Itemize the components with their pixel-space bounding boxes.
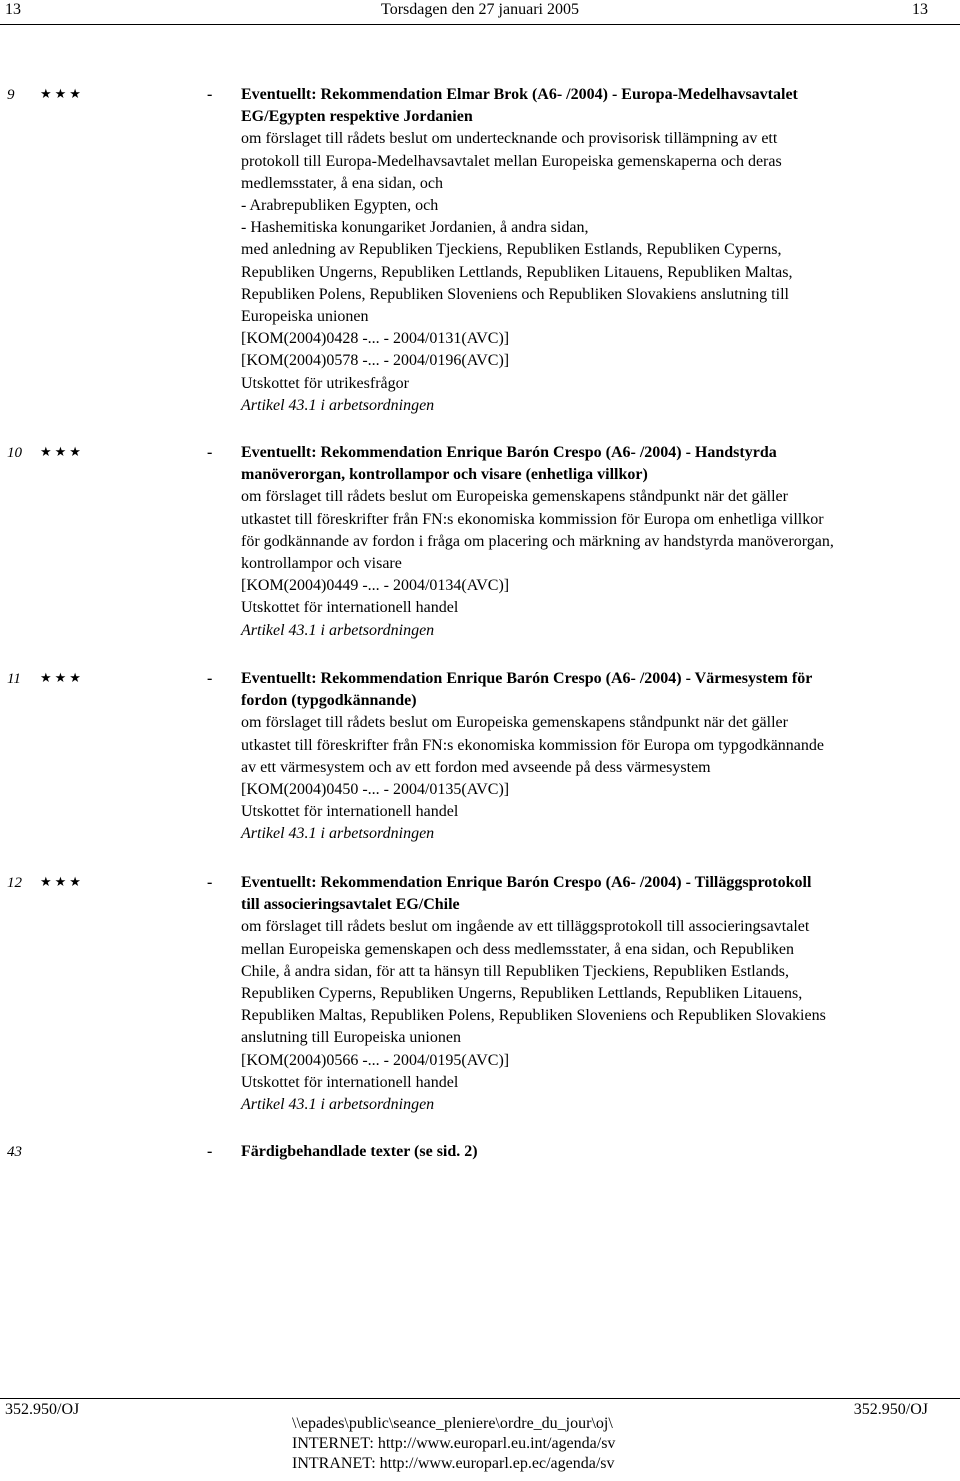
item-text-line: Artikel 43.1 i arbetsordningen	[241, 396, 435, 414]
item-title-line: Eventuellt: Rekommendation Enrique Barón Crespo (A6- /2004) - Tilläggsprotokoll	[241, 874, 812, 891]
item-text-line: protokoll till Europa-Medelhavsavtalet mellan Europeiska gemenskaperna och deras	[241, 152, 782, 170]
item-dash: -	[207, 444, 213, 461]
item-text-line: Artikel 43.1 i arbetsordningen	[241, 621, 435, 639]
item-text-line: Artikel 43.1 i arbetsordningen	[241, 825, 435, 843]
footer-divider	[0, 1398, 960, 1399]
item-text-line: kontrollampor och visare	[241, 555, 402, 573]
page-header	[0, 0, 960, 22]
item-text-line: Utskottet för internationell handel	[241, 1073, 459, 1091]
item-text-line: Artikel 43.1 i arbetsordningen	[241, 1096, 435, 1114]
item-title-line: Eventuellt: Rekommendation Enrique Barón Crespo (A6- /2004) - Handstyrda	[241, 444, 777, 461]
footer-intranet-link[interactable]: INTRANET: http://www.europarl.ep.ec/agenda/sv	[292, 1455, 615, 1472]
item-text-line: Utskottet för internationell handel	[241, 599, 459, 617]
item-title-line: Eventuellt: Rekommendation Elmar Brok (A6- /2004) - Europa-Medelhavsavtalet	[241, 86, 798, 103]
item-number: 9	[7, 87, 15, 103]
item-number: 11	[7, 671, 21, 687]
item-text-line: [KOM(2004)0578 -... - 2004/0196(AVC)]	[241, 352, 510, 370]
item-number: 12	[7, 875, 22, 891]
item-text-line: utkastet till föreskrifter från FN:s ekonomiska kommission för Europa om typgodkännande	[241, 736, 824, 754]
item-text-line: [KOM(2004)0449 -... - 2004/0134(AVC)]	[241, 577, 510, 595]
item-text-line: Chile, å andra sidan, för att ta hänsyn till Republiken Tjeckiens, Republiken Estlands,	[241, 962, 790, 980]
item-text-line: mellan Europeiska gemenskapen och dess medlemsstater, å ena sidan, och Republiken	[241, 940, 794, 958]
priority-stars-icon: ★★★	[40, 445, 84, 460]
item-text-line: [KOM(2004)0428 -... - 2004/0131(AVC)]	[241, 330, 510, 348]
item-text-line: av ett värmesystem och av ett fordon med avseende på dess värmesystem	[241, 758, 711, 776]
item-title-line: till associeringsavtalet EG/Chile	[241, 896, 460, 914]
item-text-line: Europeiska unionen	[241, 308, 369, 326]
page-number-left: 13	[5, 1, 21, 18]
item-title-line: Eventuellt: Rekommendation Enrique Barón Crespo (A6- /2004) - Värmesystem för	[241, 670, 813, 687]
item-dash: -	[207, 874, 213, 891]
item-dash: -	[207, 670, 213, 687]
item-text-line: Utskottet för utrikesfrågor	[241, 374, 409, 392]
page-number-right: 13	[912, 1, 928, 18]
item-body	[241, 872, 957, 1116]
footer-ref-left: 352.950/OJ	[5, 1401, 80, 1418]
item-dash: -	[207, 86, 213, 103]
item-text-line: Utskottet för internationell handel	[241, 803, 459, 821]
item-text-line: om förslaget till rådets beslut om Europeiska gemenskapens ståndpunkt när det gäller	[241, 488, 788, 506]
priority-stars-icon: ★★★	[40, 671, 84, 686]
footer-links	[292, 1414, 615, 1474]
item-body	[241, 84, 957, 417]
item-text-line: anslutning till Europeiska unionen	[241, 1029, 461, 1047]
item-title-line: Färdigbehandlade texter (se sid. 2)	[241, 1143, 478, 1160]
item-text-line: med anledning av Republiken Tjeckiens, Republiken Estlands, Republiken Cyperns,	[241, 241, 782, 259]
item-body	[241, 668, 957, 846]
footer-path: \\epades\public\seance_pleniere\ordre_du_jour\oj\	[292, 1415, 613, 1432]
item-text-line: utkastet till föreskrifter från FN:s ekonomiska kommission för Europa om enhetliga villkor	[241, 510, 824, 528]
item-title-line: EG/Egypten respektive Jordanien	[241, 108, 473, 126]
footer-ref-right: 352.950/OJ	[853, 1401, 928, 1418]
item-text-line: - Hashemitiska konungariket Jordanien, å andra sidan,	[241, 219, 589, 237]
item-text-line: Republiken Maltas, Republiken Polens, Republiken Sloveniens och Republiken Slovakiens	[241, 1007, 826, 1025]
item-body	[241, 442, 957, 642]
item-text-line: om förslaget till rådets beslut om Europeiska gemenskapens ståndpunkt när det gäller	[241, 714, 788, 732]
item-number: 43	[7, 1144, 22, 1160]
item-text-line: [KOM(2004)0566 -... - 2004/0195(AVC)]	[241, 1051, 510, 1069]
footer-internet-link[interactable]: INTERNET: http://www.europarl.eu.int/agenda/sv	[292, 1435, 616, 1452]
header-divider	[0, 24, 960, 25]
item-text-line: om förslaget till rådets beslut om ingående av ett tilläggsprotokoll till associeringsavtalet	[241, 918, 810, 936]
item-body	[241, 1141, 957, 1163]
item-text-line: om förslaget till rådets beslut om undertecknande och provisorisk tillämpning av ett	[241, 130, 778, 148]
item-title-line: fordon (typgodkännande)	[241, 692, 417, 710]
header-date: Torsdagen den 27 januari 2005	[381, 1, 579, 18]
item-text-line: Republiken Ungerns, Republiken Lettlands, Republiken Litauens, Republiken Maltas,	[241, 263, 793, 281]
item-text-line: medlemsstater, å ena sidan, och	[241, 174, 443, 192]
item-text-line: Republiken Polens, Republiken Sloveniens och Republiken Slovakiens anslutning till	[241, 285, 789, 303]
item-dash: -	[207, 1143, 213, 1160]
priority-stars-icon: ★★★	[40, 87, 84, 102]
item-text-line: - Arabrepubliken Egypten, och	[241, 197, 439, 215]
priority-stars-icon: ★★★	[40, 875, 84, 890]
item-text-line: [KOM(2004)0450 -... - 2004/0135(AVC)]	[241, 781, 510, 799]
item-number: 10	[7, 445, 22, 461]
item-text-line: för godkännande av fordon i fråga om placering och märkning av handstyrda manöverorgan,	[241, 532, 834, 550]
item-text-line: Republiken Cyperns, Republiken Ungerns, Republiken Lettlands, Republiken Litauens,	[241, 985, 803, 1003]
item-title-line: manöverorgan, kontrollampor och visare (enhetliga villkor)	[241, 466, 648, 484]
